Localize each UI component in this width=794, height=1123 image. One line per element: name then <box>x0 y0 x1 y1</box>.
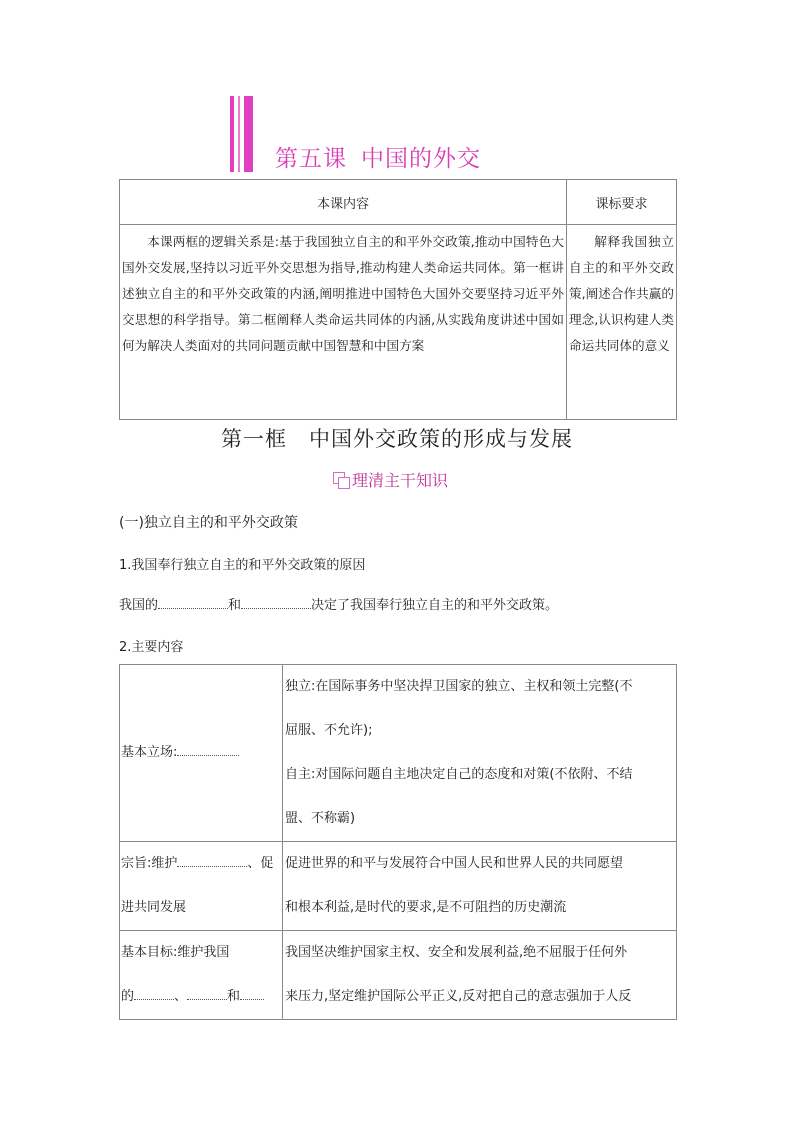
purpose-prefix: 宗旨:维护 <box>121 856 178 871</box>
stance-line: 盟、不称霸) <box>285 811 356 826</box>
lesson-name: 中国的外交 <box>361 146 481 172</box>
goal-detail-line: 我国坚决维护国家主权、安全和发展利益,绝不屈服于任何外 <box>285 945 628 960</box>
goal-detail-line: 来压力,坚定维护国际公平正义,反对把自己的意志强加于人反 <box>285 989 632 1004</box>
item1-sentence <box>119 594 558 613</box>
item1-title: 1.我国奉行独立自主的和平外交政策的原因 <box>119 558 366 573</box>
fill-blank[interactable] <box>241 594 311 609</box>
goal-line: 基本目标:维护我国 <box>121 945 230 960</box>
goal-label-cell <box>120 931 283 1020</box>
purpose-label-cell <box>120 842 283 931</box>
lesson-number: 第五课 <box>275 146 347 172</box>
section-name: 中国外交政策的形成与发展 <box>309 427 573 451</box>
goal-sep: 、 <box>174 989 188 1004</box>
intro-content: 本课两框的逻辑关系是:基于我国独立自主的和平外交政策,推动中国特色大国外交发展,坚持以习近平外交思想为指导,推动构建人类命运共同体。第一框讲述独立自主的和平外交政策的内涵,阐明推进中国特色大国外交要坚持习近平外交思想的科学指导。第二框阐释人类命运共同体的内涵,从实践角度讲述中国如何为解决人类面对的共同问题贡献中国智慧和中国方案 <box>122 234 564 353</box>
purpose-mid: 、促 <box>247 856 274 871</box>
fill-blank[interactable] <box>177 852 247 867</box>
fill-blank[interactable] <box>134 985 174 1000</box>
content-table <box>119 664 677 1020</box>
stance-label-cell <box>120 665 283 842</box>
stance-line: 自主:对国际问题自主地决定自己的态度和对策(不依附、不结 <box>285 767 633 782</box>
fill-blank[interactable] <box>240 985 264 1000</box>
subheading-text: 理清主干知识 <box>352 471 449 490</box>
section-number: 第一框 <box>221 427 287 451</box>
item1-prefix: 我国的 <box>119 598 159 613</box>
part1-title: (一)独立自主的和平外交政策 <box>119 515 298 531</box>
double-square-icon <box>333 472 349 488</box>
lesson-title <box>275 140 481 173</box>
fill-blank[interactable] <box>177 741 239 756</box>
intro-requirement: 解释我国独立自主的和平外交政策,阐述合作共赢的理念,认识构建人类命运共同体的意义 <box>569 234 674 353</box>
purpose-detail-line: 和根本利益,是时代的要求,是不可阻挡的历史潮流 <box>285 900 567 915</box>
intro-col1-header: 本课内容 <box>120 180 567 225</box>
decorative-bar <box>230 96 234 172</box>
section-title <box>0 423 794 453</box>
intro-requirement-cell <box>567 225 677 420</box>
decorative-bar <box>244 96 253 172</box>
intro-table <box>119 179 677 420</box>
intro-col2-header: 课标要求 <box>567 180 677 225</box>
item2-title: 2.主要内容 <box>119 640 184 655</box>
goal-prefix: 的 <box>121 989 135 1004</box>
goal-detail-cell <box>283 931 677 1020</box>
purpose-detail-line: 促进世界的和平与发展符合中国人民和世界人民的共同愿望 <box>285 856 624 871</box>
item1-suffix: 决定了我国奉行独立自主的和平外交政策。 <box>311 598 559 613</box>
purpose-detail-cell <box>283 842 677 931</box>
stance-line: 屈服、不允许); <box>285 723 373 738</box>
subheading <box>333 468 448 491</box>
stance-line: 独立:在国际事务中坚决捍卫国家的独立、主权和领土完整(不 <box>285 679 633 694</box>
stance-label: 基本立场: <box>121 745 178 760</box>
decorative-bar <box>238 96 240 172</box>
goal-and: 和 <box>227 989 241 1004</box>
intro-content-cell <box>120 225 567 420</box>
item1-middle: 和 <box>228 598 242 613</box>
fill-blank[interactable] <box>158 594 228 609</box>
purpose-line: 进共同发展 <box>121 900 187 915</box>
fill-blank[interactable] <box>187 985 227 1000</box>
stance-detail-cell <box>283 665 677 842</box>
lesson-header <box>230 96 530 172</box>
